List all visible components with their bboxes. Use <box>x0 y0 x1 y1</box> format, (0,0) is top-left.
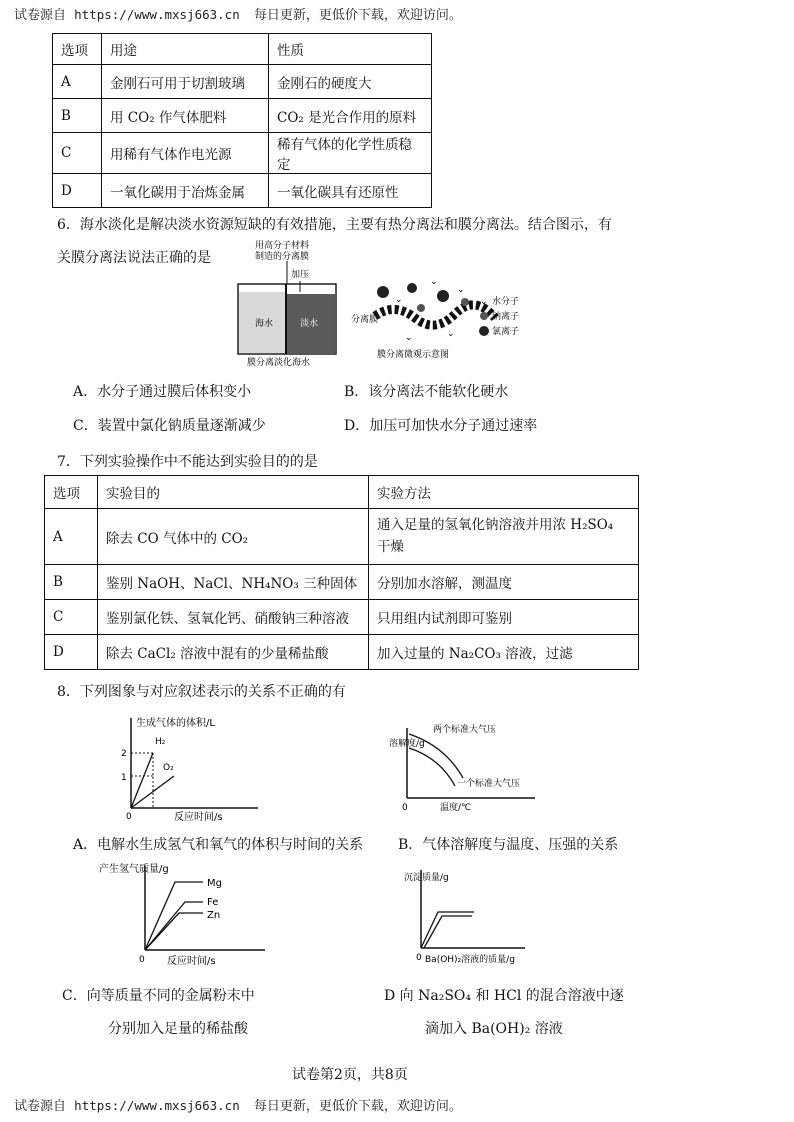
q5-options-table <box>52 33 432 208</box>
chart-d-xlabel: Ba(OH)₂溶液的质量/g <box>425 955 515 965</box>
table-cell: 金刚石可用于切割玻璃 <box>102 65 269 99</box>
chart-c <box>95 858 275 968</box>
sodium-ion <box>461 298 469 306</box>
q7-options-table <box>44 475 639 670</box>
header-notice: 每日更新，更低价下载，欢迎访问。 <box>253 8 462 23</box>
footer-url-link[interactable]: https://www.mxsj663.cn <box>74 1098 240 1113</box>
table-cell: B <box>45 565 98 600</box>
chart-a-ytick-2: 2 <box>121 749 127 759</box>
table-row <box>45 565 639 600</box>
table-header-cell: 性质 <box>269 34 432 65</box>
table-cell: 一氧化碳用于冶炼金属 <box>102 174 269 208</box>
chart-b-curve-1atm <box>409 748 455 786</box>
table-cell: 只用组内试剂即可鉴别 <box>369 600 639 635</box>
chart-d-ylabel: 沉淀质量/g <box>404 873 449 883</box>
chloride-ion <box>407 283 417 293</box>
chart-c-origin: 0 <box>139 955 145 965</box>
table-row <box>45 476 639 509</box>
legend-water-icon: ⌄ <box>480 297 488 307</box>
table-row <box>53 34 432 65</box>
q6-stem-line2: 关膜分离法说法正确的是 <box>57 250 211 266</box>
table-cell: C <box>45 600 98 635</box>
legend-chloride-label: 氯离子 <box>492 327 520 337</box>
table-cell: D <box>53 174 102 208</box>
q8-stem: 8．下列图象与对应叙述表示的关系不正确的有 <box>57 684 346 700</box>
chart-b-series-1atm: 一个标准大气压 <box>457 779 521 789</box>
chart-b-caption: B．气体溶解度与温度、压强的关系 <box>398 837 619 853</box>
footer-notice: 每日更新，更低价下载，欢迎访问。 <box>253 1099 462 1114</box>
chart-c-xlabel: 反应时间/s <box>167 956 216 967</box>
chart-d <box>400 862 535 968</box>
table-row <box>53 99 432 133</box>
chart-b-origin: 0 <box>402 803 408 813</box>
table-cell: 一氧化碳具有还原性 <box>269 174 432 208</box>
q6-option-d: D．加压可加快水分子通过速率 <box>344 418 538 434</box>
table-header-cell: 选项 <box>45 476 98 509</box>
q6-option-b: B．该分离法不能软化硬水 <box>344 384 509 400</box>
table-cell: A <box>53 65 102 99</box>
chart-d-origin: 0 <box>416 953 422 963</box>
bottom-header <box>14 1095 462 1114</box>
chart-a-origin: 0 <box>126 812 132 822</box>
table-cell: D <box>45 635 98 670</box>
chloride-ion <box>377 286 389 298</box>
chart-c-caption-1: C．向等质量不同的金属粉末中 <box>62 988 255 1004</box>
left-figure-caption: 膜分离淡化海水 <box>247 358 311 366</box>
chart-a-series-h2: H₂ <box>155 737 166 747</box>
table-row <box>53 65 432 99</box>
legend-sodium-label: 钠离子 <box>492 312 520 322</box>
water-molecule-icon: ⌄ <box>457 285 465 295</box>
chart-b <box>385 720 555 814</box>
chart-d-line-1 <box>421 912 474 948</box>
chart-c-line-fe <box>145 902 203 950</box>
chart-a-xlabel: 反应时间/s <box>174 812 223 822</box>
table-header-cell: 用途 <box>102 34 269 65</box>
chloride-ion <box>437 290 449 302</box>
table-row <box>45 509 639 565</box>
table-cell: 分别加水溶解，测温度 <box>369 565 639 600</box>
water-molecule-icon: ⌄ <box>447 329 455 339</box>
seawater-label: 海水 <box>255 319 274 329</box>
table-cell: 用稀有气体作电光源 <box>102 133 269 174</box>
chart-b-series-2atm: 两个标准大气压 <box>433 725 497 735</box>
top-header <box>14 4 462 23</box>
chart-c-series-zn: Zn <box>207 910 221 921</box>
table-row <box>45 635 639 670</box>
table-cell: 金刚石的硬度大 <box>269 65 432 99</box>
table-cell: 鉴别 NaOH、NaCl、NH₄NO₃ 三种固体 <box>98 565 369 600</box>
membrane-label-1: 用高分子材料 <box>255 241 310 251</box>
water-molecule-icon: ⌄ <box>430 277 438 287</box>
table-cell: CO₂ 是光合作用的原料 <box>269 99 432 133</box>
table-cell: C <box>53 133 102 174</box>
table-cell: 鉴别氯化铁、氢氧化钙、硝酸钠三种溶液 <box>98 600 369 635</box>
chart-a <box>108 712 288 822</box>
q6-membrane-figure <box>225 236 640 366</box>
membrane-micro-label: 分离膜 <box>351 315 379 325</box>
chart-c-ylabel: 产生氢气质量/g <box>99 864 169 875</box>
table-row <box>53 133 432 174</box>
chart-a-ytick-1: 1 <box>121 773 127 783</box>
table-row <box>53 174 432 208</box>
legend-sodium-icon <box>480 312 488 320</box>
table-cell: 加入过量的 Na₂CO₃ 溶液，过滤 <box>369 635 639 670</box>
q6-stem-line1: 6．海水淡化是解决淡水资源短缺的有效措施，主要有热分离法和膜分离法。结合图示，有 <box>57 217 612 233</box>
chart-a-ylabel: 生成气体的体积/L <box>136 718 215 729</box>
table-cell: A <box>45 509 98 565</box>
water-molecule-icon: ⌄ <box>395 295 403 305</box>
table-header-cell: 实验方法 <box>369 476 639 509</box>
chart-c-series-fe: Fe <box>207 897 219 908</box>
chart-c-series-mg: Mg <box>207 878 222 889</box>
table-cell: 通入足量的氢氧化钠溶液并用浓 H₂SO₄ 干燥 <box>369 509 639 565</box>
header-source-label: 试卷源自 <box>14 8 67 23</box>
table-cell: 除去 CaCl₂ 溶液中混有的少量稀盐酸 <box>98 635 369 670</box>
q7-stem: 7．下列实验操作中不能达到实验目的的是 <box>57 454 318 470</box>
chart-d-caption-1: D 向 Na₂SO₄ 和 HCl 的混合溶液中逐 <box>384 988 624 1004</box>
chart-b-xlabel: 温度/℃ <box>440 803 472 813</box>
chart-b-ylabel: 溶解度/g <box>389 739 425 749</box>
table-header-cell: 实验目的 <box>98 476 369 509</box>
membrane-label-2: 制造的分离膜 <box>255 252 310 262</box>
water-molecule-icon: ⌄ <box>405 333 413 343</box>
footer-source-label: 试卷源自 <box>14 1099 67 1114</box>
chart-a-caption: A．电解水生成氢气和氧气的体积与时间的关系 <box>73 837 364 853</box>
q6-option-a: A．水分子通过膜后体积变小 <box>73 384 252 400</box>
pressure-label: 加压 <box>291 270 310 280</box>
table-cell: B <box>53 99 102 133</box>
chart-a-series-o2: O₂ <box>163 763 174 773</box>
legend-chloride-icon <box>479 326 489 336</box>
chart-c-caption-2: 分别加入足量的稀盐酸 <box>108 1021 248 1037</box>
micro-membrane <box>375 305 495 325</box>
table-cell: 除去 CO 气体中的 CO₂ <box>98 509 369 565</box>
table-cell: 用 CO₂ 作气体肥料 <box>102 99 269 133</box>
legend-water-label: 水分子 <box>492 297 520 307</box>
chart-d-line-2 <box>424 916 472 948</box>
sodium-ion <box>417 304 425 312</box>
chart-d-caption-2: 滴加入 Ba(OH)₂ 溶液 <box>425 1021 563 1037</box>
page-number: 试卷第2页，共8页 <box>292 1067 408 1083</box>
table-row <box>45 600 639 635</box>
q6-option-c: C．装置中氯化钠质量逐渐减少 <box>73 418 266 434</box>
right-figure-caption: 膜分离微观示意图 <box>377 350 450 360</box>
table-header-cell: 选项 <box>53 34 102 65</box>
freshwater-label: 淡水 <box>300 319 319 329</box>
table-cell: 稀有气体的化学性质稳定 <box>269 133 432 174</box>
header-url-link[interactable]: https://www.mxsj663.cn <box>74 7 240 22</box>
